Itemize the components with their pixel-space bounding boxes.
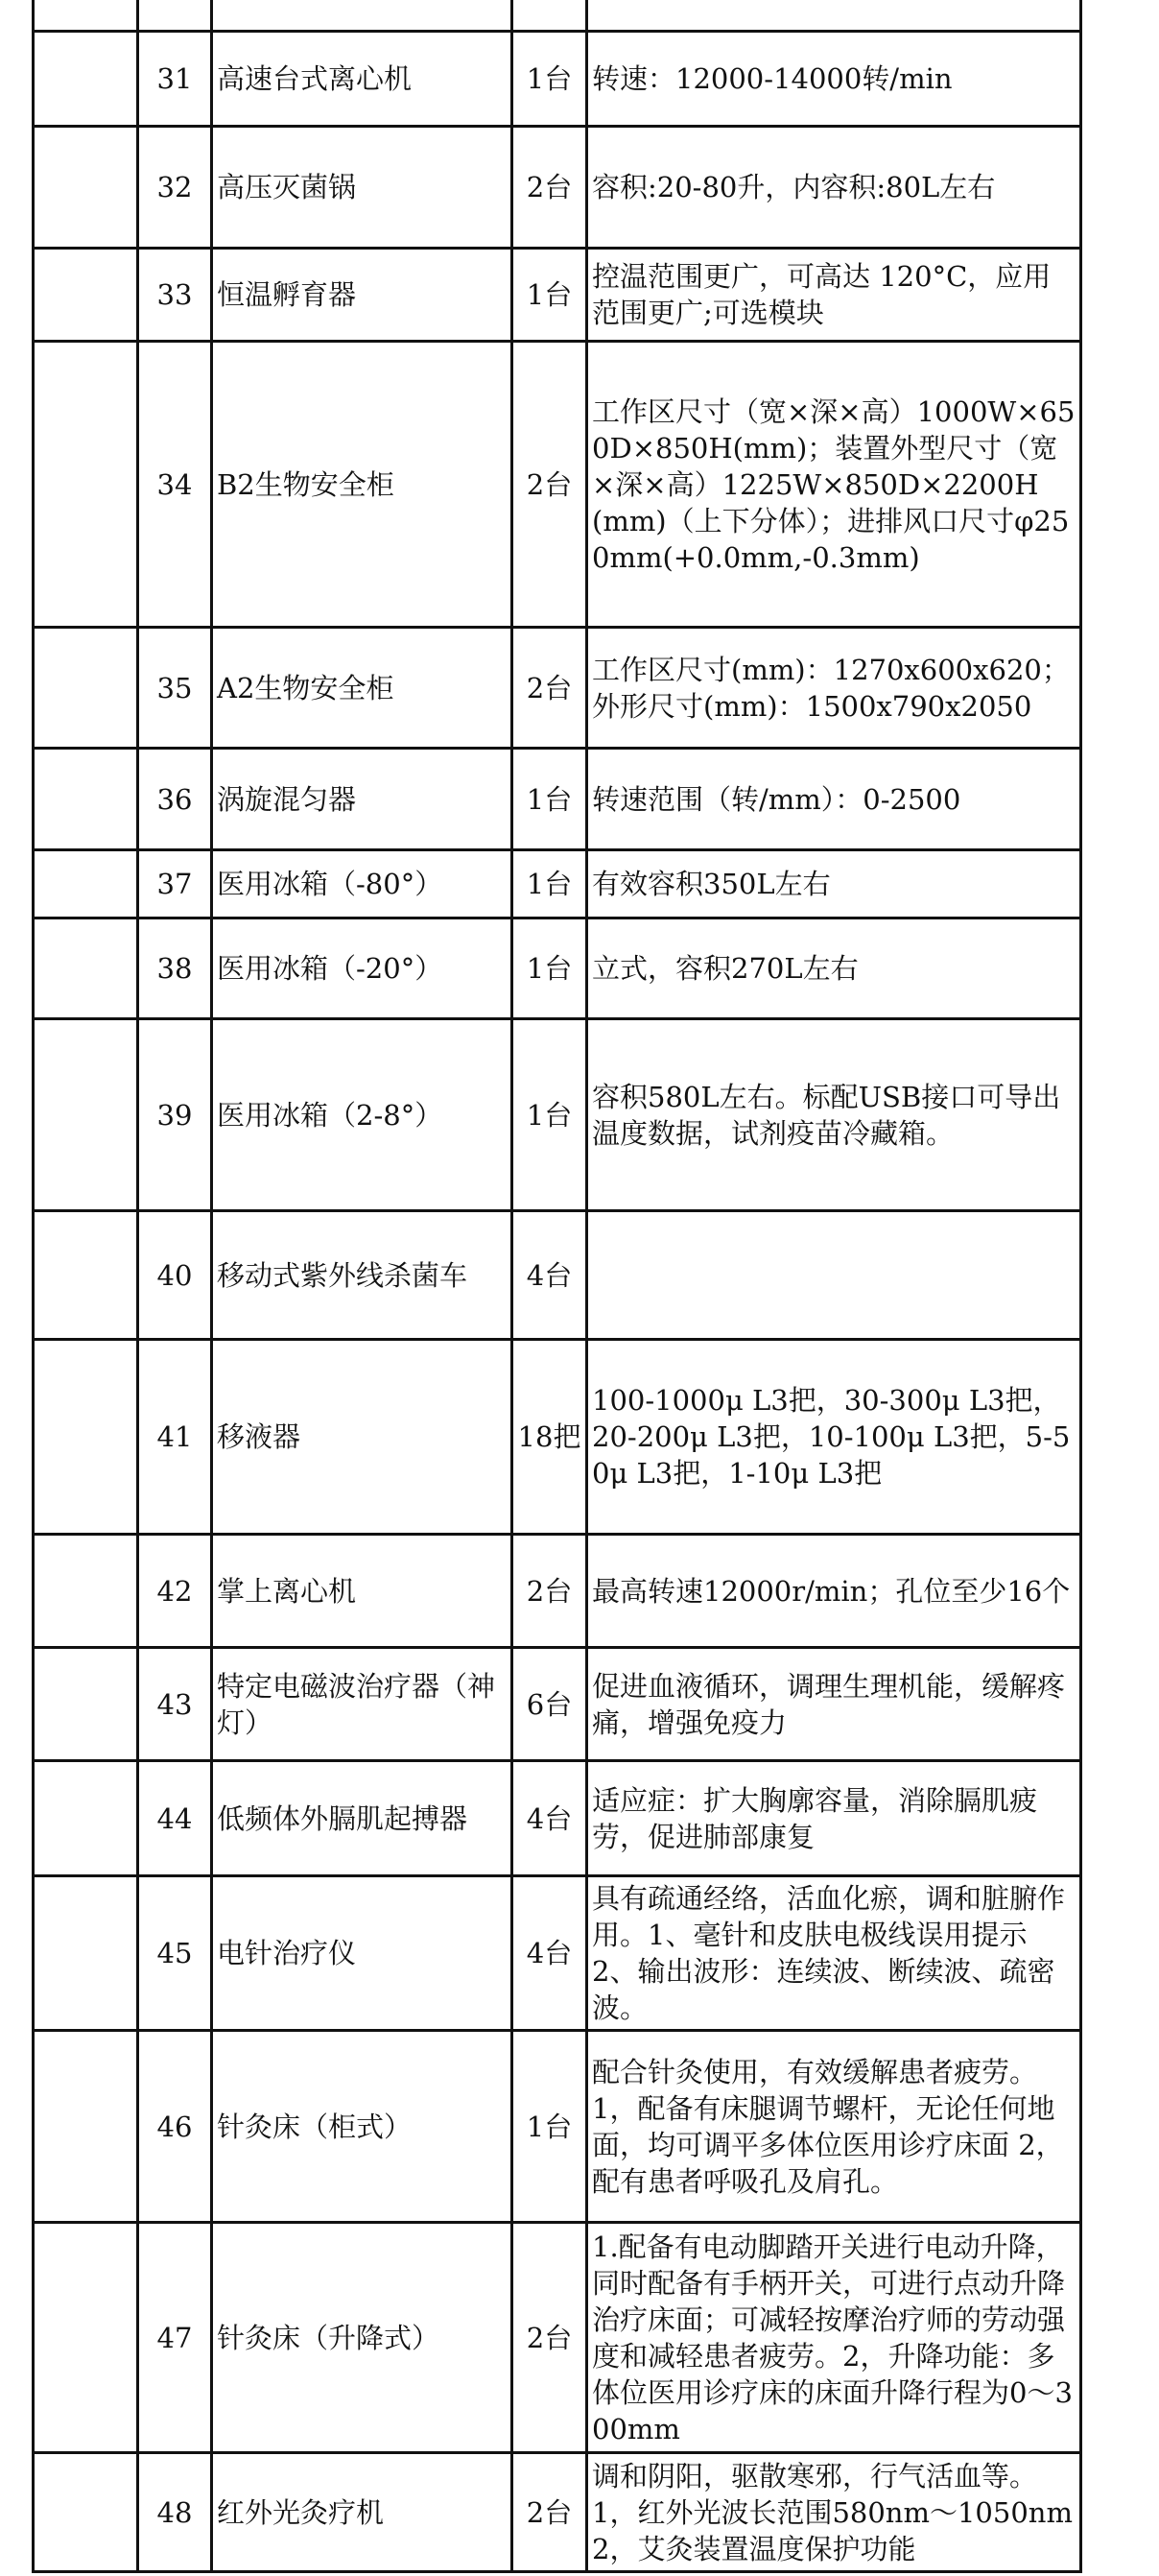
- item-name: [212, 0, 512, 32]
- item-name: 移动式紫外线杀菌车: [212, 1211, 512, 1340]
- item-quantity: 1台: [512, 32, 587, 127]
- item-spec: [587, 0, 1081, 32]
- table-row: [34, 32, 1081, 127]
- item-number: 35: [138, 628, 212, 749]
- item-quantity: 2台: [512, 127, 587, 249]
- item-name: 移液器: [212, 1340, 512, 1535]
- item-number: 36: [138, 749, 212, 850]
- item-spec: 工作区尺寸(mm)：1270x600x620；外形尺寸(mm)：1500x790x2050: [587, 628, 1081, 749]
- item-spec: [587, 1211, 1081, 1340]
- item-number: 41: [138, 1340, 212, 1535]
- item-spec: 容积:20-80升，内容积:80L左右: [587, 127, 1081, 249]
- item-name: A2生物安全柜: [212, 628, 512, 749]
- item-quantity: 4台: [512, 1876, 587, 2031]
- table-row: [34, 1648, 1081, 1761]
- table-row: [34, 628, 1081, 749]
- item-number: 48: [138, 2453, 212, 2572]
- table-row: [34, 749, 1081, 850]
- table-row: [34, 2031, 1081, 2223]
- item-number: [138, 0, 212, 32]
- item-spec: 配合针灸使用，有效缓解患者疲劳。1，配备有床腿调节螺杆，无论任何地面，均可调平多体位医用诊疗床面 2，配有患者呼吸孔及肩孔。: [587, 2031, 1081, 2223]
- item-name: 医用冰箱（2-8°）: [212, 1019, 512, 1211]
- item-name: 针灸床（升降式）: [212, 2223, 512, 2453]
- item-spec: 具有疏通经络，活血化瘀，调和脏腑作用。1、毫针和皮肤电极线误用提示 2、输出波形：连续波、断续波、疏密波。: [587, 1876, 1081, 2031]
- item-spec: 有效容积350L左右: [587, 850, 1081, 918]
- table-row: [34, 249, 1081, 342]
- table-row: [34, 2453, 1081, 2572]
- item-quantity: 2台: [512, 342, 587, 628]
- item-number: 33: [138, 249, 212, 342]
- item-name: 红外光灸疗机: [212, 2453, 512, 2572]
- item-quantity: 2台: [512, 2453, 587, 2572]
- table-row: [34, 1019, 1081, 1211]
- item-quantity: 1台: [512, 1019, 587, 1211]
- item-number: 39: [138, 1019, 212, 1211]
- table-row: [34, 2223, 1081, 2453]
- item-number: 44: [138, 1761, 212, 1876]
- item-name: 涡旋混匀器: [212, 749, 512, 850]
- item-quantity: 2台: [512, 1535, 587, 1648]
- table-row: [34, 918, 1081, 1019]
- item-number: 46: [138, 2031, 212, 2223]
- item-spec: 100-1000μ L3把，30-300μ L3把，20-200μ L3把，10-100μ L3把，5-50μ L3把，1-10μ L3把: [587, 1340, 1081, 1535]
- item-quantity: 18把: [512, 1340, 587, 1535]
- table-row: [34, 1535, 1081, 1648]
- item-quantity: 1台: [512, 850, 587, 918]
- item-number: 37: [138, 850, 212, 918]
- item-quantity: 1台: [512, 918, 587, 1019]
- item-quantity: 2台: [512, 628, 587, 749]
- item-spec: 控温范围更广，可高达 120°C，应用范围更广;可选模块: [587, 249, 1081, 342]
- item-spec: 调和阴阳，驱散寒邪，行气活血等。1，红外光波长范围580nm～1050nm 2，艾灸装置温度保护功能: [587, 2453, 1081, 2572]
- item-quantity: 1台: [512, 249, 587, 342]
- item-name: 低频体外膈肌起搏器: [212, 1761, 512, 1876]
- equipment-table-body: [34, 0, 1081, 2572]
- item-name: 医用冰箱（-20°）: [212, 918, 512, 1019]
- item-spec: 转速：12000-14000转/min: [587, 32, 1081, 127]
- item-spec: 转速范围（转/mm）：0-2500: [587, 749, 1081, 850]
- item-name: 电针治疗仪: [212, 1876, 512, 2031]
- table-row: [34, 0, 1081, 32]
- table-row: [34, 1340, 1081, 1535]
- item-name: 医用冰箱（-80°）: [212, 850, 512, 918]
- item-number: 45: [138, 1876, 212, 2031]
- item-name: 恒温孵育器: [212, 249, 512, 342]
- item-number: 38: [138, 918, 212, 1019]
- item-number: 32: [138, 127, 212, 249]
- item-name: 针灸床（柜式）: [212, 2031, 512, 2223]
- table-row: [34, 127, 1081, 249]
- item-spec: 促进血液循环，调理生理机能，缓解疼痛，增强免疫力: [587, 1648, 1081, 1761]
- item-spec: 容积580L左右。标配USB接口可导出温度数据，试剂疫苗冷藏箱。: [587, 1019, 1081, 1211]
- item-quantity: [512, 0, 587, 32]
- item-name: 高压灭菌锅: [212, 127, 512, 249]
- table-row: [34, 1876, 1081, 2031]
- item-number: 31: [138, 32, 212, 127]
- item-quantity: 1台: [512, 2031, 587, 2223]
- item-spec: 最高转速12000r/min；孔位至少16个: [587, 1535, 1081, 1648]
- table-row: [34, 850, 1081, 918]
- item-spec: 工作区尺寸（宽×深×高）1000W×650D×850H(mm)；装置外型尺寸（宽×深×高）1225W×850D×2200H(mm)（上下分体）；进排风口尺寸φ250mm(+0.0mm,-0.3mm): [587, 342, 1081, 628]
- item-name: 掌上离心机: [212, 1535, 512, 1648]
- item-number: 47: [138, 2223, 212, 2453]
- item-name: 特定电磁波治疗器（神灯）: [212, 1648, 512, 1761]
- table-row: [34, 1761, 1081, 1876]
- item-number: 42: [138, 1535, 212, 1648]
- item-quantity: 4台: [512, 1211, 587, 1340]
- item-number: 43: [138, 1648, 212, 1761]
- item-spec: 立式，容积270L左右: [587, 918, 1081, 1019]
- table-row: [34, 342, 1081, 628]
- item-quantity: 4台: [512, 1761, 587, 1876]
- item-spec: 适应症：扩大胸廓容量，消除膈肌疲劳，促进肺部康复: [587, 1761, 1081, 1876]
- item-number: 34: [138, 342, 212, 628]
- item-quantity: 6台: [512, 1648, 587, 1761]
- item-quantity: 1台: [512, 749, 587, 850]
- equipment-table: [32, 0, 1082, 2573]
- item-number: 40: [138, 1211, 212, 1340]
- item-quantity: 2台: [512, 2223, 587, 2453]
- item-spec: 1.配备有电动脚踏开关进行电动升降，同时配备有手柄开关，可进行点动升降治疗床面；可减轻按摩治疗师的劳动强度和减轻患者疲劳。2，升降功能：多体位医用诊疗床的床面升降行程为0～300mm: [587, 2223, 1081, 2453]
- table-row: [34, 1211, 1081, 1340]
- item-name: 高速台式离心机: [212, 32, 512, 127]
- item-name: B2生物安全柜: [212, 342, 512, 628]
